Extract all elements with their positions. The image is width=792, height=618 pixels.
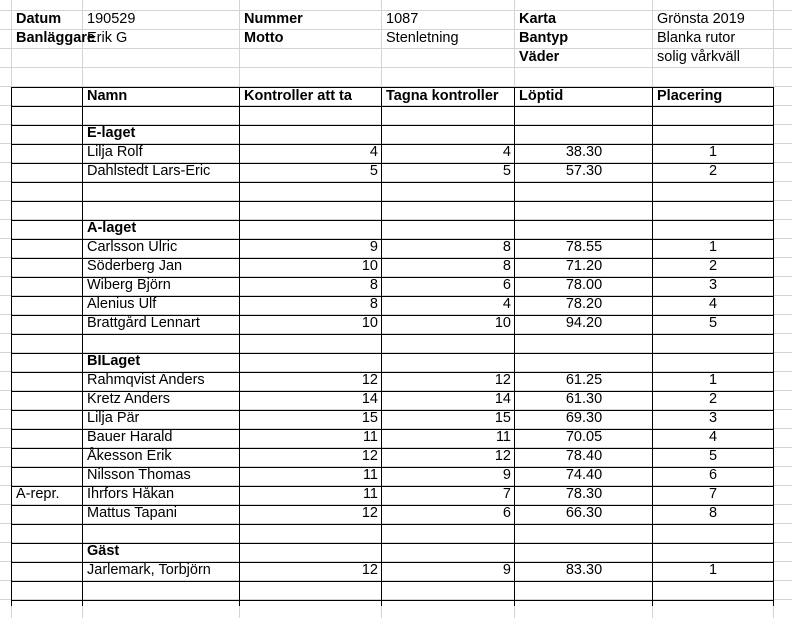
nummer-label: Nummer [244,11,303,27]
cell-loptid: 94.20 [565,315,603,331]
cell-loptid: 61.25 [565,372,603,388]
cell-loptid: 61.30 [565,391,603,407]
cell-tagna: 5 [502,163,511,179]
cell-tagna: 9 [502,467,511,483]
group-title: A-laget [87,220,137,236]
cell-tagna: 14 [494,391,511,407]
cell-kontroller: 11 [362,486,378,502]
border-h [11,600,774,601]
nummer-value: 1087 [386,11,419,27]
cell-namn: Bauer Harald [87,429,173,445]
column-header-loptid: Löptid [519,88,564,104]
border-v [11,87,12,606]
border-h [11,334,774,335]
cell-namn: Mattus Tapani [87,505,178,521]
cell-loptid: 78.00 [565,277,603,293]
cell-tagna: 12 [494,448,511,464]
border-h [11,182,774,183]
cell-kontroller: 11 [362,429,378,445]
cell-namn: Kretz Anders [87,391,171,407]
datum-label: Datum [16,11,62,27]
cell-namn: Lilja Pär [87,410,140,426]
border-h [11,524,774,525]
cell-loptid: 69.30 [565,410,603,426]
group-title: BILaget [87,353,141,369]
cell-loptid: 78.55 [565,239,603,255]
border-v [652,87,653,606]
cell-placering: 4 [708,429,718,445]
cell-placering: 3 [708,277,718,293]
cell-namn: Åkesson Erik [87,448,172,464]
cell-tagna: 8 [502,239,511,255]
cell-tagna: 8 [502,258,511,274]
cell-tagna: 6 [502,277,511,293]
border-v [514,87,515,606]
cell-loptid: 78.30 [565,486,603,502]
cell-tagna: 4 [502,296,511,312]
cell-kontroller: 5 [369,163,378,179]
cell-loptid: 70.05 [565,429,603,445]
cell-placering: 4 [708,296,718,312]
cell-namn: Rahmqvist Anders [87,372,205,388]
cell-kontroller: 15 [361,410,378,426]
cell-kontroller: 12 [361,562,378,578]
cell-placering: 7 [708,486,718,502]
column-header-placering: Placering [657,88,723,104]
cell-kontroller: 9 [369,239,378,255]
cell-namn: Ihrfors Håkan [87,486,175,502]
cell-kontroller: 8 [369,277,378,293]
cell-placering: 2 [708,391,718,407]
vader-label: Väder [519,49,560,65]
group-title: Gäst [87,543,120,559]
bantyp-value: Blanka rutor [657,30,736,46]
cell-kontroller: 12 [361,372,378,388]
cell-namn: Nilsson Thomas [87,467,191,483]
border-v [82,87,83,606]
gridline-h [0,67,792,68]
cell-kontroller: 8 [369,296,378,312]
cell-tagna: 10 [494,315,511,331]
cell-namn: Carlsson Ulric [87,239,178,255]
vader-value: solig vårkväll [657,49,740,65]
cell-loptid: 83.30 [565,562,603,578]
cell-tagna: 9 [502,562,511,578]
cell-tagna: 4 [502,144,511,160]
cell-namn: Wiberg Björn [87,277,171,293]
cell-loptid: 71.20 [565,258,603,274]
border-h [11,201,774,202]
cell-tagna: 11 [495,429,511,445]
row-note: A-repr. [16,486,60,502]
column-header-kontroller: Kontroller att ta [244,88,352,104]
motto-value: Stenletning [386,30,459,46]
cell-placering: 2 [708,258,718,274]
cell-kontroller: 10 [361,258,378,274]
cell-namn: Jarlemark, Torbjörn [87,562,211,578]
cell-namn: Söderberg Jan [87,258,183,274]
column-header-tagna: Tagna kontroller [386,88,499,104]
karta-value: Grönsta 2019 [657,11,745,27]
cell-kontroller: 14 [361,391,378,407]
cell-kontroller: 12 [361,505,378,521]
cell-loptid: 38.30 [565,144,603,160]
motto-label: Motto [244,30,284,46]
cell-loptid: 74.40 [565,467,603,483]
cell-placering: 8 [708,505,718,521]
cell-tagna: 6 [502,505,511,521]
cell-loptid: 78.20 [565,296,603,312]
border-v [381,87,382,606]
cell-placering: 1 [708,144,718,160]
cell-placering: 1 [708,239,718,255]
cell-placering: 5 [708,448,718,464]
karta-label: Karta [519,11,557,27]
cell-placering: 3 [708,410,718,426]
cell-tagna: 12 [494,372,511,388]
cell-placering: 1 [708,372,718,388]
border-h [11,581,774,582]
cell-placering: 6 [708,467,718,483]
banlaggare-value: Erik G [87,30,128,46]
cell-kontroller: 12 [361,448,378,464]
cell-namn: Dahlstedt Lars-Eric [87,163,211,179]
cell-placering: 1 [708,562,718,578]
cell-tagna: 7 [502,486,511,502]
cell-kontroller: 11 [362,467,378,483]
border-v [239,87,240,606]
bantyp-label: Bantyp [519,30,569,46]
border-v [773,87,774,606]
cell-placering: 2 [708,163,718,179]
cell-namn: Lilja Rolf [87,144,143,160]
cell-namn: Brattgård Lennart [87,315,200,331]
cell-kontroller: 4 [369,144,378,160]
column-header-namn: Namn [87,88,128,104]
cell-placering: 5 [708,315,718,331]
cell-tagna: 15 [494,410,511,426]
banlaggare-label: Banläggare [16,30,95,46]
datum-value: 190529 [87,11,136,27]
cell-kontroller: 10 [361,315,378,331]
cell-namn: Alenius Ulf [87,296,157,312]
cell-loptid: 66.30 [565,505,603,521]
group-title: E-laget [87,125,136,141]
cell-loptid: 57.30 [565,163,603,179]
cell-loptid: 78.40 [565,448,603,464]
border-h [11,106,774,107]
